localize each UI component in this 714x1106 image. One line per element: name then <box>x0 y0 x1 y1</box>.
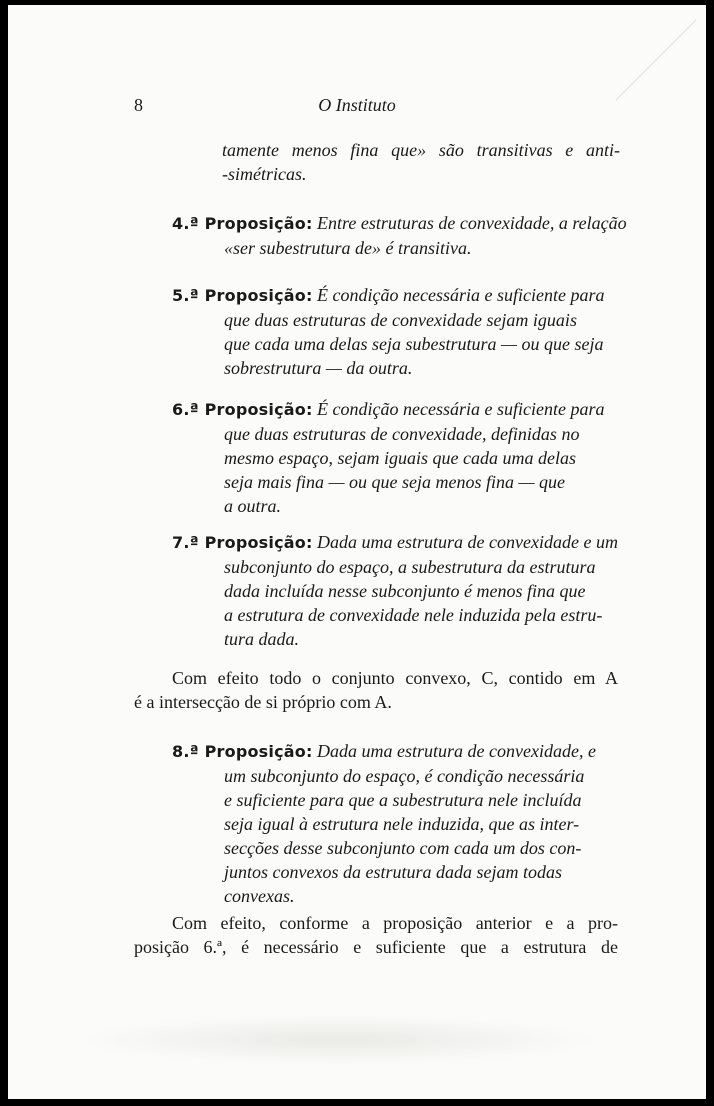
remark-line: Com efeito, conforme a proposição anterior e a pro- <box>172 913 618 933</box>
proposition-line: seja igual à estrutura nele induzida, que as inter- <box>224 814 580 834</box>
continuation-line: tamente menos fina que» são transitivas e anti- <box>222 140 620 160</box>
proposition-4 <box>172 211 627 260</box>
page-smudge <box>78 1015 598 1065</box>
proposition-label: 5.ª Proposição: <box>172 286 313 305</box>
proposition-text: É condição necessária e suficiente para <box>317 285 605 305</box>
proposition-text: Dada uma estrutura de convexidade, e <box>317 741 596 761</box>
proposition-label: 4.ª Proposição: <box>172 214 313 233</box>
proposition-first-line <box>172 211 627 236</box>
page-header <box>8 95 706 119</box>
proposition-text: Entre estruturas de convexidade, a relação <box>317 213 627 233</box>
remark-line: posição 6.ª, é necessário e suficiente que a estrutura de <box>134 937 618 957</box>
continuation-line: -simétricas. <box>222 164 307 184</box>
proposition-line: juntos convexos da estrutura dada sejam todas <box>224 862 562 882</box>
proposition-line: secções desse subconjunto com cada um dos con- <box>224 838 582 858</box>
proposition-line: um subconjunto do espaço, é condição necessária <box>224 766 585 786</box>
remark-paragraph <box>134 911 618 959</box>
page-number: 8 <box>134 95 143 115</box>
proposition-line: sobrestrutura — da outra. <box>224 358 413 378</box>
remark-line: Com efeito todo o conjunto convexo, C, contido em A <box>172 668 618 688</box>
proposition-line: a outra. <box>224 496 282 516</box>
proposition-text: Dada uma estrutura de convexidade e um <box>317 532 618 552</box>
proposition-line: a estrutura de convexidade nele induzida pela estru- <box>224 605 603 625</box>
proposition-7 <box>172 530 620 651</box>
proposition-line: mesmo espaço, sejam iguais que cada uma delas <box>224 448 576 468</box>
remark-line: é a intersecção de si próprio com A. <box>134 692 392 712</box>
proposition-first-line <box>172 397 620 422</box>
proposition-line: subconjunto do espaço, a subestrutura da estrutura <box>224 557 596 577</box>
proposition-text: É condição necessária e suficiente para <box>317 399 605 419</box>
scanned-page <box>8 5 706 1099</box>
proposition-body <box>224 764 620 908</box>
proposition-line: que cada uma delas seja subestrutura — ou que seja <box>224 334 604 354</box>
proposition-first-line <box>172 739 620 764</box>
proposition-body <box>224 422 620 518</box>
proposition-body <box>224 555 620 651</box>
proposition-line: que duas estruturas de convexidade, definidas no <box>224 424 580 444</box>
proposition-line: «ser subestrutura de» é transitiva. <box>224 238 472 258</box>
proposition-line: dada incluída nesse subconjunto é menos fina que <box>224 581 586 601</box>
proposition-line: e suficiente para que a subestrutura nele incluída <box>224 790 582 810</box>
running-title: O Instituto <box>318 95 396 115</box>
proposition-line: seja mais fina — ou que seja menos fina — que <box>224 472 565 492</box>
continuation-paragraph <box>222 138 620 186</box>
proposition-5 <box>172 283 620 380</box>
proposition-body <box>224 308 620 380</box>
proposition-6 <box>172 397 620 518</box>
proposition-first-line <box>172 530 620 555</box>
remark-paragraph <box>134 666 618 714</box>
proposition-line: convexas. <box>224 886 295 906</box>
proposition-line: que duas estruturas de convexidade sejam iguais <box>224 310 577 330</box>
proposition-label: 8.ª Proposição: <box>172 742 313 761</box>
proposition-body <box>224 236 620 260</box>
proposition-first-line <box>172 283 620 308</box>
proposition-8 <box>172 739 620 908</box>
proposition-line: tura dada. <box>224 629 300 649</box>
proposition-label: 7.ª Proposição: <box>172 533 313 552</box>
proposition-label: 6.ª Proposição: <box>172 400 313 419</box>
